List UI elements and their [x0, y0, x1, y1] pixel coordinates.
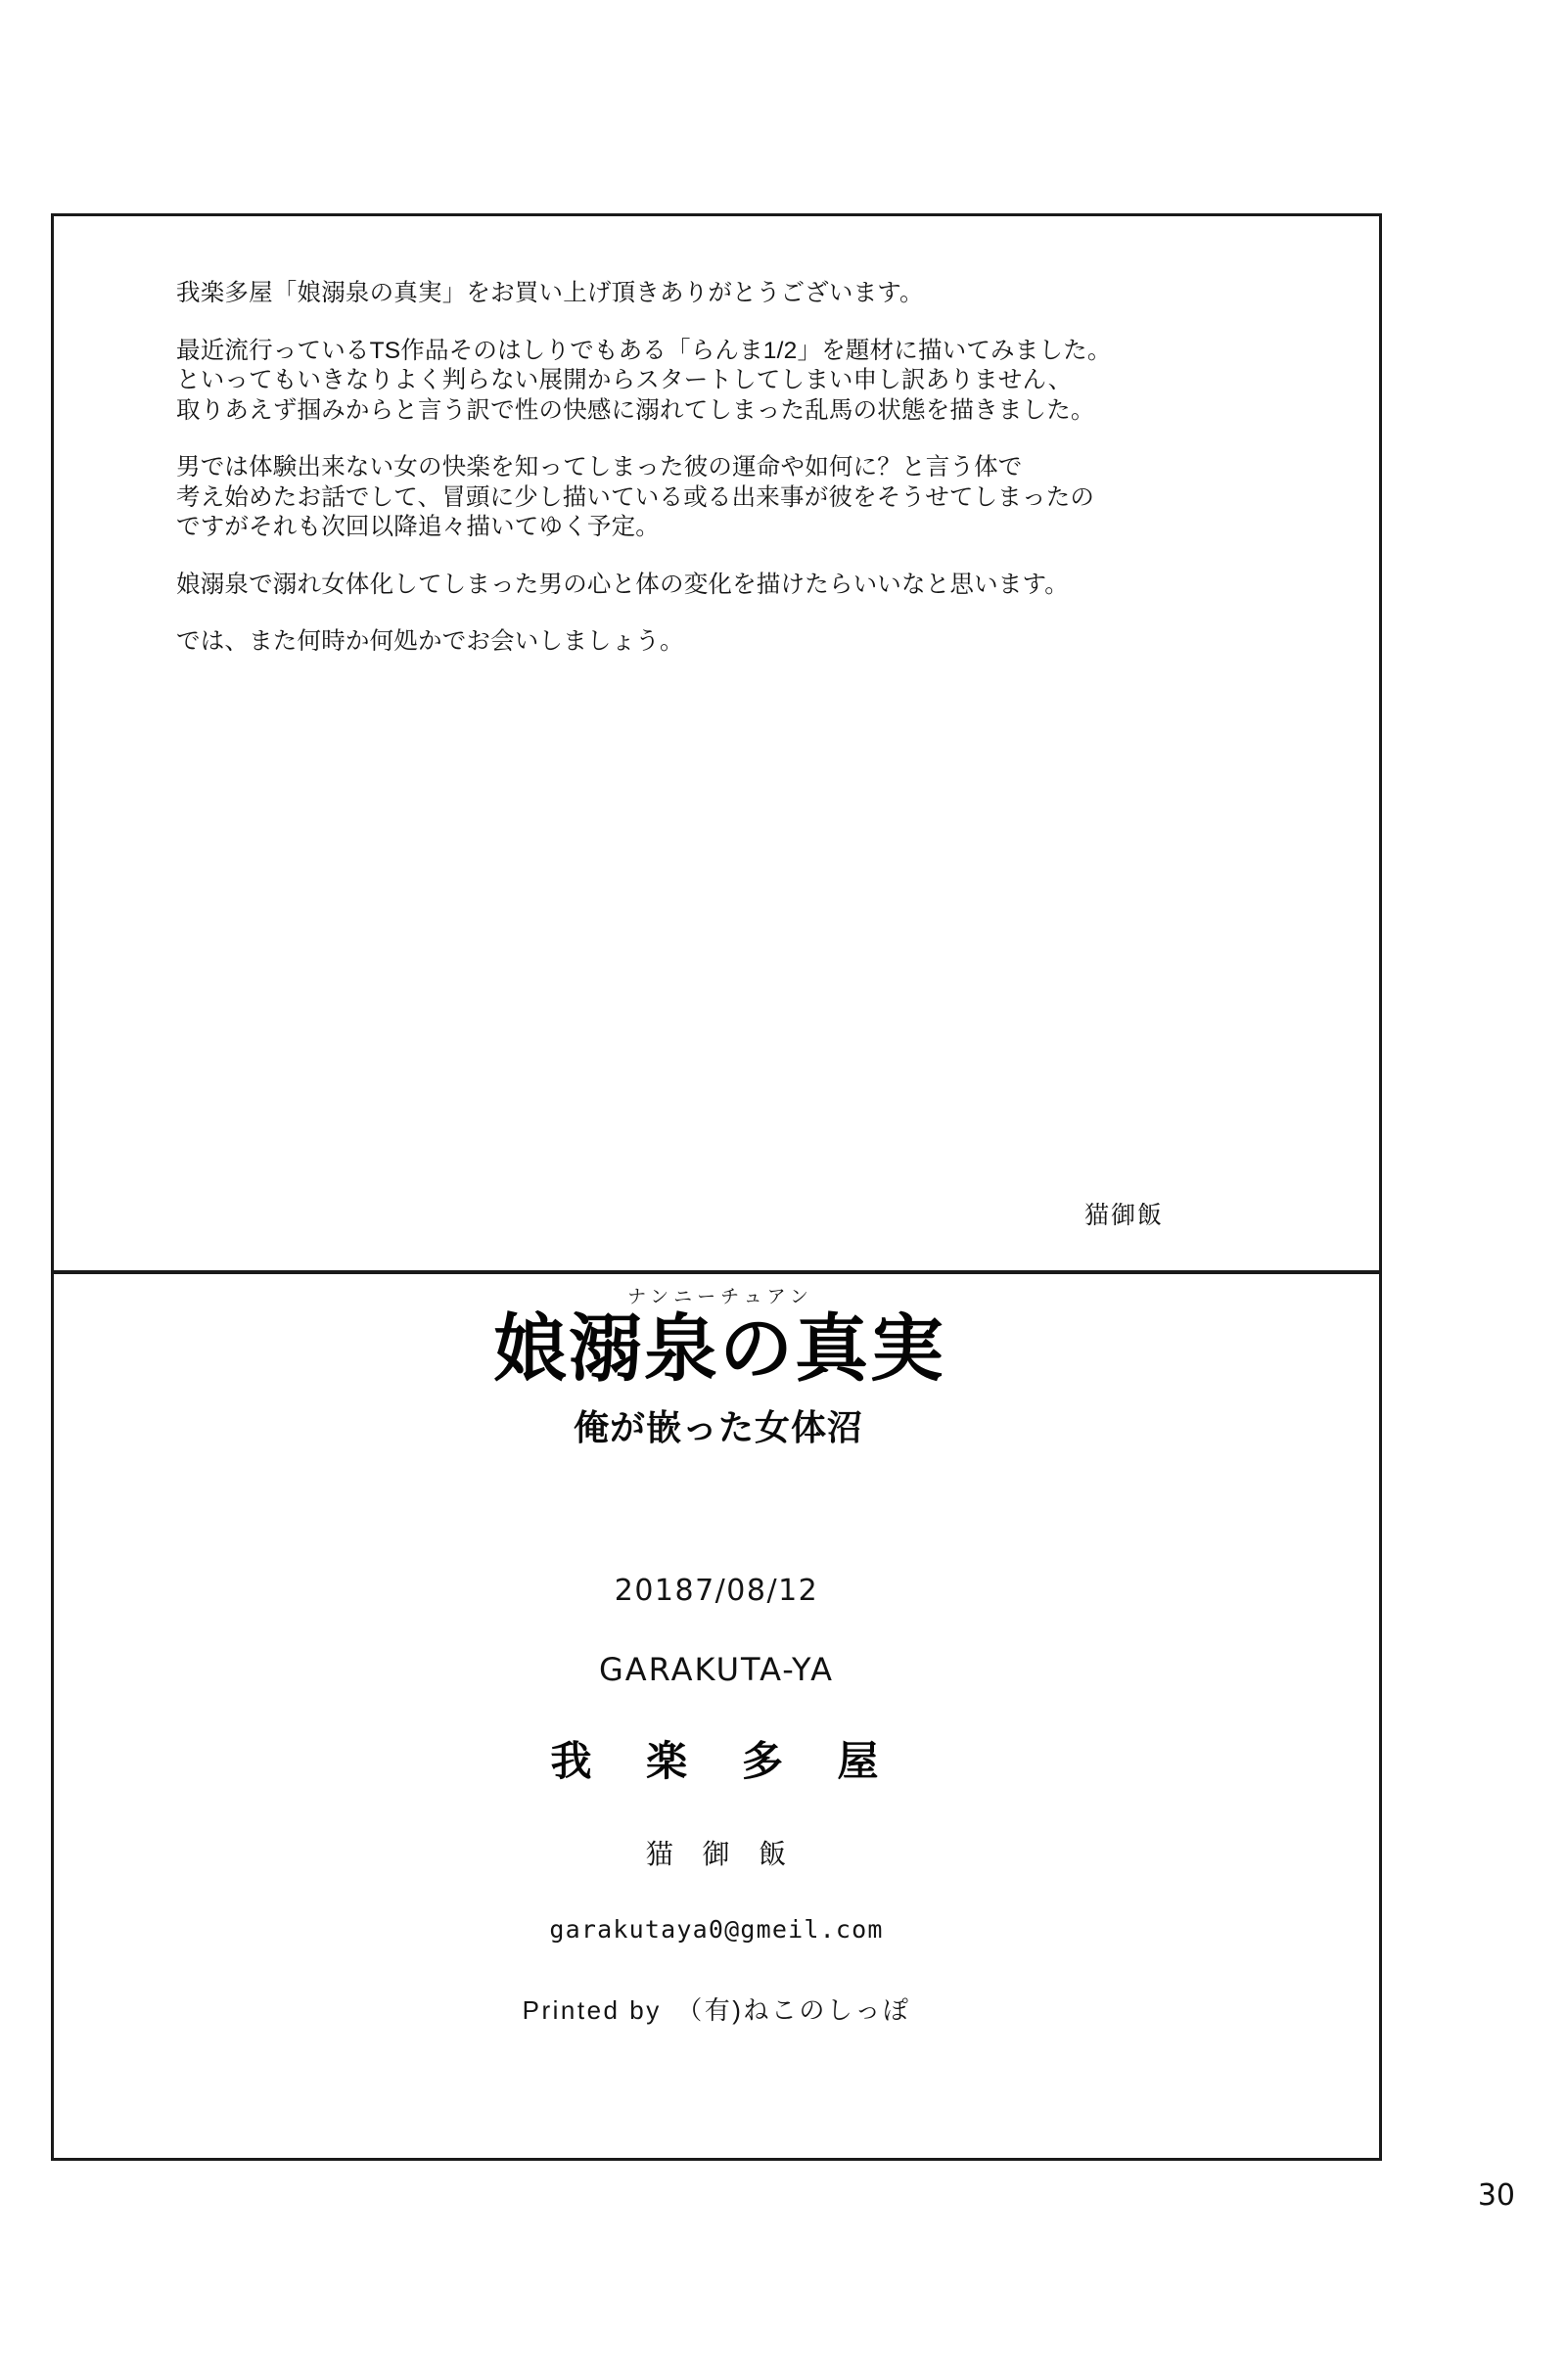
- author-name: 猫 御 飯: [645, 1838, 798, 1869]
- afterword-line: 考え始めたお話でして、冒頭に少し描いている或る出来事が彼をそうせてしまったの: [176, 483, 1095, 511]
- afterword-paragraph: [176, 282, 1302, 306]
- afterword-line: ですがそれも次回以降追々描いてゆく予定。: [176, 514, 660, 540]
- afterword-line: といってもいきなりよく判らない展開からスタートしてしまい申し訳ありません、: [176, 367, 1073, 393]
- title-ruby: ナンニーチュアン: [627, 1287, 813, 1307]
- afterword-line: 娘溺泉で溺れ女体化してしまった男の心と体の変化を描けたらいいなと思います。: [176, 571, 1069, 598]
- printed-by: Printed by （有)ねこのしっぽ: [522, 1994, 911, 2025]
- afterword-line: では、また何時か何処かでお会いしましょう。: [176, 628, 684, 655]
- afterword-line: 最近流行っているTS作品そのはしりでもある「らんま1/2」を題材に描いてみました。: [176, 337, 1112, 364]
- contact-email: garakutaya0@gmeil.com: [549, 1914, 884, 1944]
- section-divider: [54, 1270, 1380, 1274]
- afterword-paragraph: [176, 630, 1302, 655]
- page-subtitle: 俺が嵌った女体沼: [573, 1406, 863, 1447]
- afterword-paragraph: [176, 456, 1302, 540]
- afterword-line: 取りあえず掴みからと言う訳で性の快感に溺れてしまった乱馬の状態を描きました。: [176, 396, 1095, 424]
- publication-date: 20187/08/12: [614, 1573, 819, 1608]
- afterword-signature: 猫御飯: [1084, 1202, 1165, 1229]
- afterword-line: 我楽多屋「娘溺泉の真実」をお買い上げ頂きありがとうございます。: [176, 280, 924, 306]
- circle-name: 我 楽 多 屋: [550, 1737, 900, 1784]
- afterword-paragraph: [176, 573, 1302, 598]
- circle-name-romaji: GARAKUTA-YA: [598, 1650, 834, 1688]
- afterword-text: [176, 282, 1302, 688]
- colophon-block: [51, 1282, 1382, 2027]
- page-title: 娘溺泉の真実: [492, 1307, 945, 1390]
- afterword-line: 男では体験出来ない女の快楽を知ってしまった彼の運命や如何に？と言う体で: [176, 454, 1023, 481]
- page-number: 30: [1477, 2178, 1515, 2213]
- afterword-paragraph: [176, 337, 1302, 424]
